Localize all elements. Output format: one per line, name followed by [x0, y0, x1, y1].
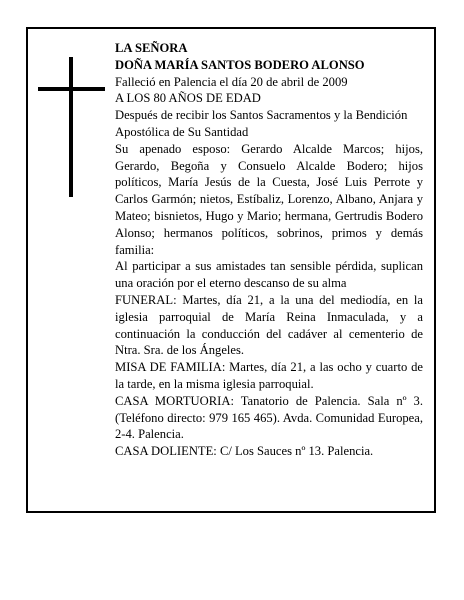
- cross-icon-bar: [38, 87, 105, 91]
- obituary-text: [115, 40, 423, 460]
- cross-icon: [69, 57, 73, 197]
- family-paragraph: Su apenado esposo: Gerardo Alcalde Marcos; hijos, Gerardo, Begoña y Consuelo Alcalde Bodero; hijos políticos, María Jesús de la Cuesta, José Luis Perrote y Carlos Garmón; nietos, Estíbaliz, Lorenzo, Albano, Anjara y Mateo; bisnietos, Hugo y Mario; hermana, Gertrudis Bodero Alonso; hermanos políticos, sobrinos, primos y demás familia:: [115, 141, 423, 257]
- family-mass-paragraph: MISA DE FAMILIA: Martes, día 21, a las ocho y cuarto de la tarde, en la misma iglesia parroquial.: [115, 360, 423, 391]
- funeral-paragraph: FUNERAL: Martes, día 21, a la una del mediodía, en la iglesia parroquial de María Reina Inmaculada, y a continuación la conducción del cadáver al cementerio de Ntra. Sra. de los Ángeles.: [115, 292, 423, 358]
- deceased-name: DOÑA MARÍA SANTOS BODERO ALONSO: [115, 57, 365, 72]
- death-notice: Falleció en Palencia el día 20 de abril de 2009: [115, 74, 348, 89]
- obituary-title: LA SEÑORA: [115, 41, 188, 55]
- mourning-house-line: CASA DOLIENTE: C/ Los Sauces nº 13. Palencia.: [115, 444, 374, 459]
- obituary-card: [26, 27, 436, 513]
- sacraments-line: Después de recibir los Santos Sacramentos y la Bendición Apostólica de Su Santidad: [115, 108, 408, 139]
- mortuary-paragraph: CASA MORTUORIA: Tanatorio de Palencia. Sala nº 3. (Teléfono directo: 979 165 465). Avda. Comunidad Europea, 2-4. Palencia.: [115, 393, 423, 442]
- request-paragraph: Al participar a sus amistades tan sensible pérdida, suplican una oración por el eterno descanso de su alma: [115, 259, 423, 291]
- age-line: A LOS 80 AÑOS DE EDAD: [115, 91, 261, 106]
